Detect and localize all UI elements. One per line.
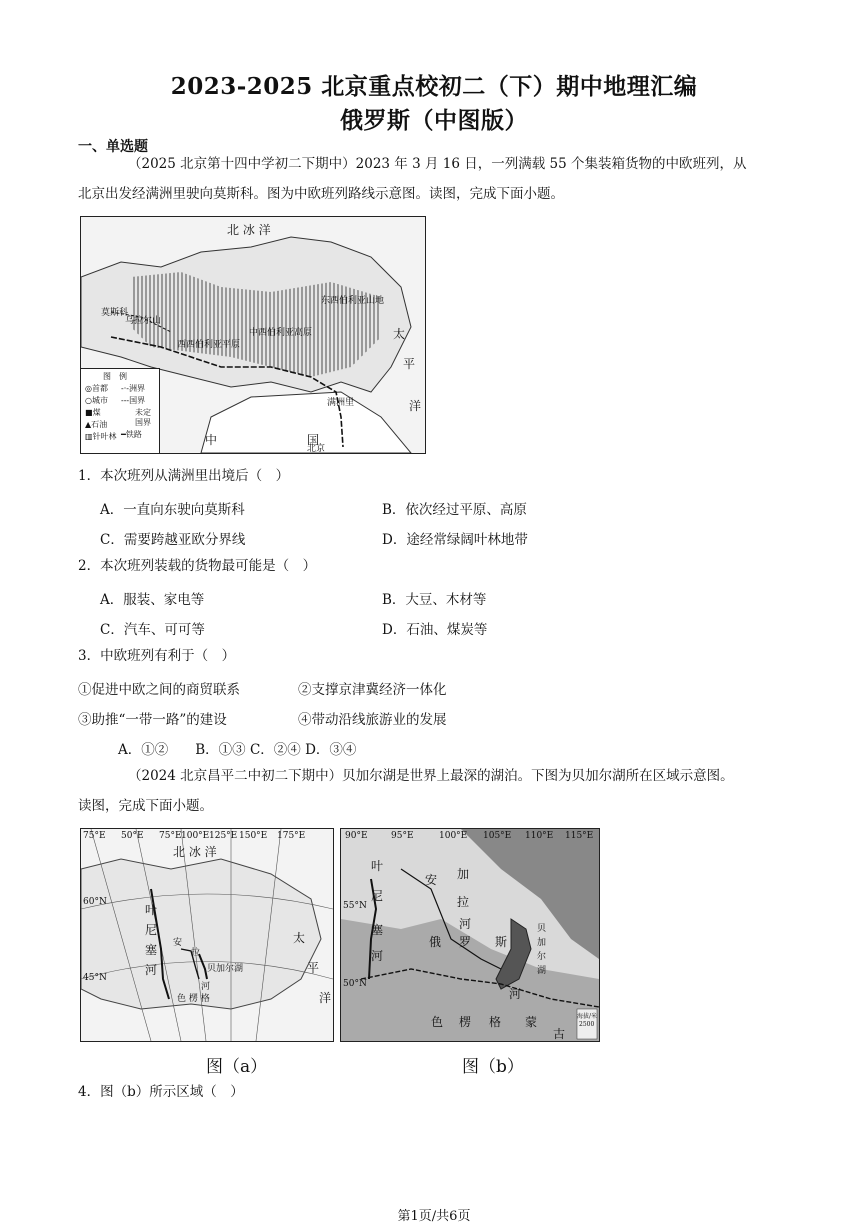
- map1-label-pacific-3: 洋: [409, 399, 422, 413]
- map-a-lon-4: 125°E: [209, 831, 238, 841]
- city-icon: ○: [85, 396, 92, 405]
- map-b-angara-1: 安: [425, 873, 438, 887]
- map-b-lon-115: 115°E: [565, 831, 594, 841]
- map-a-lat-45: 45°N: [83, 973, 107, 983]
- q2-option-b[interactable]: B．大豆、木材等: [382, 592, 487, 608]
- q1-option-b[interactable]: B．依次经过平原、高原: [382, 502, 527, 518]
- map-b-yenisei-1: 叶: [371, 859, 384, 873]
- map-a-angara-2: 拉: [191, 948, 201, 958]
- passage1-line2: 北京出发经满洲里驶向莫斯科。图为中欧班列路线示意图。读图，完成下面小题。: [78, 186, 564, 202]
- coal-icon: ■: [85, 408, 93, 417]
- map-b-river-he2: 河: [509, 987, 522, 1001]
- map1-label-china-1: 中: [205, 433, 218, 447]
- map-b-angara-3: 拉: [457, 895, 470, 909]
- map-a-arctic: 北 冰 洋: [173, 845, 217, 859]
- q2-option-c[interactable]: C．汽车、可可等: [100, 622, 205, 638]
- map-b-baikal-3: 尔: [537, 952, 547, 962]
- railway-route-map: [80, 216, 426, 454]
- q3-stem: 3．中欧班列有利于（ ）: [78, 648, 236, 664]
- q2-stem: 2．本次班列装载的货物最可能是（ ）: [78, 558, 317, 574]
- document-title-line2: 俄罗斯（中图版）: [340, 107, 528, 134]
- q3-item-4: ④带动沿线旅游业的发展: [298, 712, 447, 728]
- map1-label-central-plateau: 中西伯利亚高原: [249, 328, 313, 338]
- map-b-russia-3: 斯: [495, 935, 508, 949]
- map-b-yenisei-2: 尼: [371, 889, 384, 903]
- map-b-angara-2: 加: [457, 867, 470, 881]
- map-a-lon-1: 50°E: [121, 831, 144, 841]
- map-a-lon-6: 175°E: [277, 831, 306, 841]
- capital-icon: ◎: [85, 384, 92, 393]
- passage2-line2: 读图，完成下面小题。: [78, 798, 213, 814]
- map-b-mongolia-2: 古: [553, 1027, 566, 1041]
- q1-option-d[interactable]: D．途经常绿阔叶林地带: [382, 532, 528, 548]
- q3-item-1: ①促进中欧之间的商贸联系: [78, 682, 240, 698]
- map-b-russia-2: 罗: [459, 935, 472, 949]
- map-a-lat-60: 60°N: [83, 897, 107, 907]
- map-a-yenisei-3: 塞: [145, 943, 158, 957]
- map-b-lat-50: 50°N: [343, 979, 367, 989]
- legend-national-border: ---国界: [121, 396, 146, 405]
- map-b-baikal-1: 贝: [537, 924, 547, 934]
- map1-label-arctic: 北 冰 洋: [227, 223, 271, 237]
- oil-icon: ▲: [85, 420, 92, 429]
- map-b-elevation-title: 海拔/米: [577, 1013, 598, 1020]
- map-b-selenga-1: 色: [431, 1015, 444, 1029]
- map-a-pacific-3: 洋: [319, 991, 332, 1005]
- q2-option-a[interactable]: A．服装、家电等: [100, 592, 205, 608]
- q1-option-a[interactable]: A．一直向东驶向莫斯科: [100, 502, 245, 518]
- map1-legend: [81, 368, 160, 453]
- map-a-lon-0: 75°E: [83, 831, 106, 841]
- map1-label-east-mountains: 东西伯利亚山地: [321, 296, 385, 306]
- map-b-selenga-3: 格: [489, 1015, 502, 1029]
- map-b-elevation-value: 2500: [579, 1021, 595, 1028]
- map1-label-beijing: 北京: [307, 444, 326, 454]
- map-b-lon-95: 95°E: [391, 831, 414, 841]
- map-a-angara-1: 安: [173, 938, 183, 948]
- map-b-baikal-region: [340, 828, 600, 1042]
- map1-label-moscow: 莫斯科: [101, 308, 129, 318]
- map-b-lon-100: 100°E: [439, 831, 468, 841]
- map-a-lon-3: 100°E: [181, 831, 210, 841]
- legend-oil: ▲石油: [85, 420, 108, 429]
- map-a-selenga: 色 楞 格: [177, 994, 210, 1004]
- q3-item-2: ②支撑京津冀经济一体化: [298, 682, 447, 698]
- map-b-yenisei-4: 河: [371, 949, 384, 963]
- legend-continent-border: -·-洲界: [121, 384, 145, 393]
- map-b-lon-105: 105°E: [483, 831, 512, 841]
- document-title-line1: 2023-2025 北京重点校初二（下）期中地理汇编: [170, 73, 698, 100]
- map1-label-manzhouli: 满洲里: [327, 398, 355, 408]
- legend-capital: ◎首都: [85, 384, 108, 393]
- map-b-lon-110: 110°E: [525, 831, 554, 841]
- legend-undefined-border-2: 国界: [135, 418, 151, 427]
- legend-undefined-border-1: 未定: [135, 408, 151, 417]
- map-a-yenisei-2: 尼: [145, 923, 158, 937]
- section-heading: 一、单选题: [78, 139, 148, 155]
- q1-stem: 1．本次班列从满洲里出境后（ ）: [78, 468, 290, 484]
- map-b-baikal-2: 加: [537, 938, 547, 948]
- caption-figure-b: 图（b）: [462, 1057, 524, 1077]
- map-a-baikal: 贝加尔湖: [207, 964, 244, 974]
- forest-icon: ▥: [85, 432, 93, 441]
- map1-label-pacific-2: 平: [403, 357, 416, 371]
- q3-choices[interactable]: A．①② B．①③ C．②④ D．③④: [118, 742, 357, 758]
- q3-item-3: ③助推“一带一路”的建设: [78, 712, 227, 728]
- map-a-pacific-1: 太: [293, 931, 306, 945]
- map-b-lat-55: 55°N: [343, 901, 367, 911]
- legend-title: 图 例: [103, 372, 127, 381]
- map-b-selenga-2: 楞: [459, 1015, 472, 1029]
- map-b-river-he: 河: [459, 917, 472, 931]
- map-a-pacific-2: 平: [307, 961, 320, 975]
- legend-railway: ━铁路: [121, 430, 142, 439]
- map1-label-china-2: 国: [307, 433, 320, 447]
- map-a-baikal-overview: [80, 828, 334, 1042]
- legend-city: ○城市: [85, 396, 108, 405]
- map-b-baikal-4: 湖: [537, 966, 547, 976]
- map-a-lon-2: 75°E: [159, 831, 182, 841]
- map-a-yenisei-1: 叶: [145, 903, 158, 917]
- map1-label-pacific-1: 太: [393, 327, 406, 341]
- passage2-line1: （2024 北京昌平二中初二下期中）贝加尔湖是世界上最深的湖泊。下图为贝加尔湖所在区域示意图。: [128, 768, 734, 784]
- q4-stem: 4．图（b）所示区域（ ）: [78, 1084, 244, 1100]
- legend-coal: ■煤: [85, 408, 101, 417]
- map-a-lon-5: 150°E: [239, 831, 268, 841]
- legend-forest: ▥针叶林: [85, 432, 117, 441]
- caption-figure-a: 图（a）: [206, 1057, 268, 1077]
- map-a-river: 河: [201, 982, 211, 992]
- q2-option-d[interactable]: D．石油、煤炭等: [382, 622, 488, 638]
- map1-label-ural: 乌拉尔山: [125, 316, 162, 326]
- map-a-yenisei-4: 河: [145, 963, 158, 977]
- map-b-russia-1: 俄: [429, 935, 442, 949]
- page-number: 第1页/共6页: [397, 1209, 471, 1224]
- map-b-lon-90: 90°E: [345, 831, 368, 841]
- passage1-line1: （2025 北京第十四中学初二下期中）2023 年 3 月 16 日，一列满载 55 个集装箱货物的中欧班列，从: [128, 156, 747, 172]
- map-b-yenisei-3: 塞: [371, 923, 384, 937]
- map1-label-west-plain: 西西伯利亚平原: [177, 340, 241, 350]
- map-b-mongolia-1: 蒙: [525, 1015, 538, 1029]
- q1-option-c[interactable]: C．需要跨越亚欧分界线: [100, 532, 246, 548]
